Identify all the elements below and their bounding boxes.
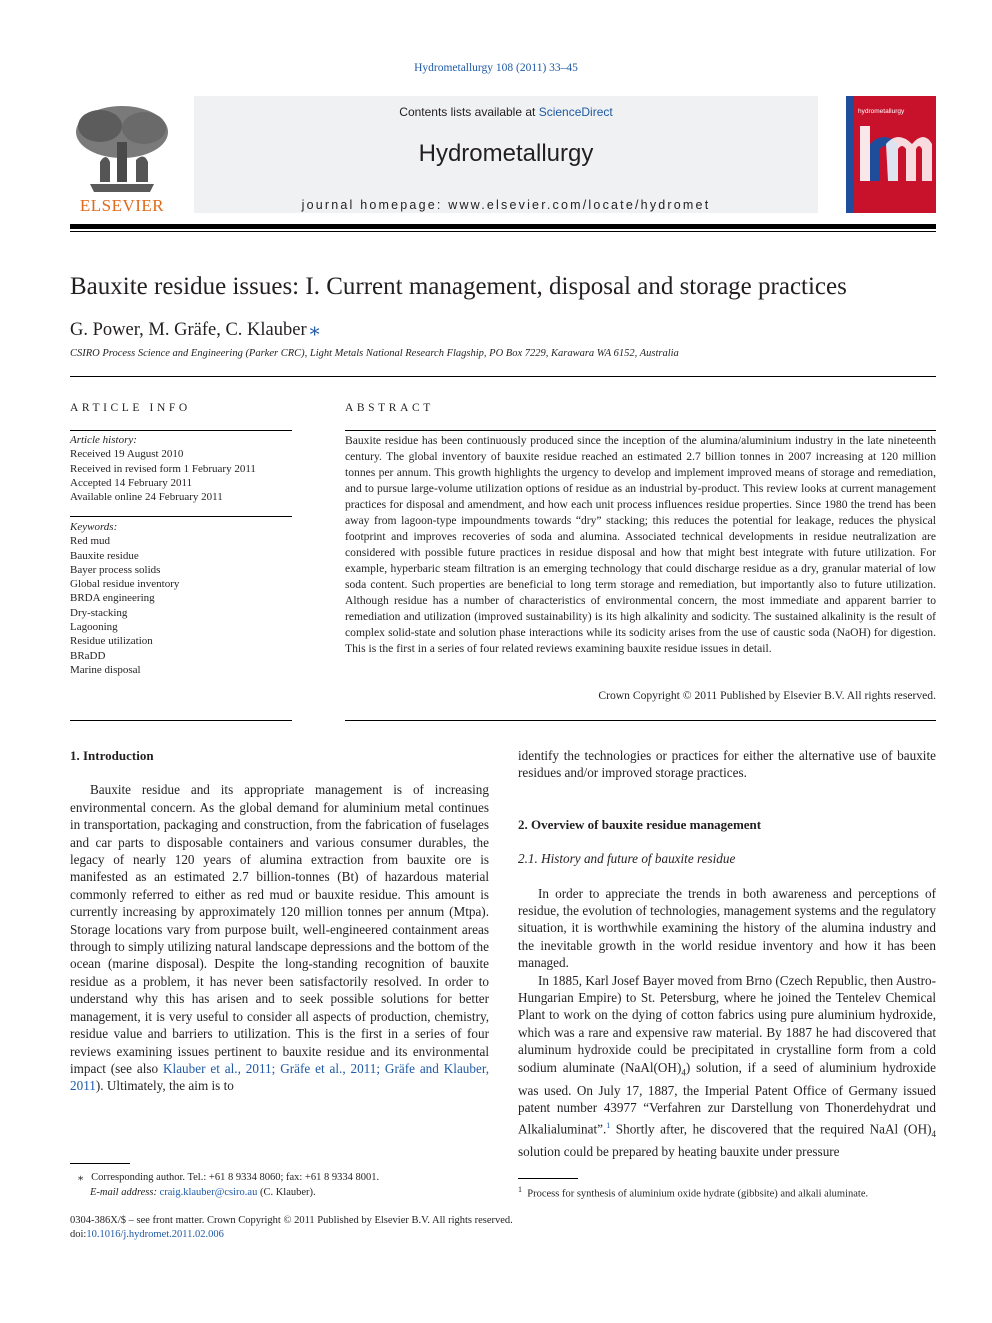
article-info-rule-bottom <box>70 720 292 721</box>
cover-hm-logo <box>846 96 936 213</box>
authors-text: G. Power, M. Gräfe, C. Klauber <box>70 320 307 340</box>
cover-title: hydrometallurgy <box>858 108 905 115</box>
article-title: Bauxite residue issues: I. Current management, disposal and storage practices <box>70 273 847 300</box>
history-item: Accepted 14 February 2011 <box>70 476 193 489</box>
keyword-item: Dry-stacking <box>70 606 128 619</box>
email-suffix: (C. Klauber). <box>257 1187 316 1198</box>
affiliation-rule <box>70 376 936 377</box>
author-list <box>70 316 320 341</box>
subscript-4: 4 <box>681 1067 686 1078</box>
section-1-heading: 1. Introduction <box>70 748 154 763</box>
history-paragraph-1: In order to appreciate the trends in both awareness and perceptions of residue, the evolution of technologies, management systems and the regulatory situation, it is worthwhile examining the history of the alumina industry and the inevitable growth in the world residue inventory and how it has been managed. <box>518 885 936 971</box>
bayer-text-b: ) solution, if a seed of aluminium hydroxide was used. On July 17, 1887, the Imperial Patent Office of Germany issued patent number 43977 “Verfahren zur Darstellung von Thonerdehydrat und Alkalialuminat”. <box>518 1059 936 1136</box>
footnote-star: ⁎ <box>78 1172 84 1183</box>
intro-text-a: Bauxite residue and its appropriate management is of increasing environmental concern. As the global demand for aluminium metal continues in transportation, packaging and construction, from the fabrication of fuselages and car parts to disposable containers and various consumer durables, the legacy of nearly 120 years of alumina extraction from bauxite ore is manifested as an estimated 2.7 billion-tonnes (Bt) of hazardous material commonly referred to either as red mud or bauxite residue. This amount is currently increasing by approximately 120 million tonnes per annum (Mtpa). Storage locations vary from purpose built, well-engineered containment areas through to simply utilizing natural landscape depressions and the bottom of the ocean (marine disposal). Despite the long-standing recognition of bauxite residue as a problem, it has never been satisfactorily resolved. In order to understand why this has arisen and to seek possible solutions for better management, it is very useful to consider all aspects of production, chemistry, residue value and barriers to utilization. This is the first in a series of four reviews examining issues pertinent to bauxite residue and its environmental impact (see also <box>70 782 489 1076</box>
footnote-rule-left <box>70 1163 130 1164</box>
history-label: Article history: <box>70 434 137 446</box>
history-item: Available online 24 February 2011 <box>70 491 223 504</box>
tree-logo-graphic <box>70 102 174 194</box>
journal-title: Hydrometallurgy <box>418 140 594 167</box>
doi-label: doi: <box>70 1229 87 1240</box>
contents-availability <box>194 105 818 119</box>
abstract-copyright: Crown Copyright © 2011 Published by Elsevier B.V. All rights reserved. <box>598 689 936 702</box>
abstract-text: Bauxite residue has been continuously produced since the inception of the alumina/aluminium industry in the late nineteenth century. The global inventory of bauxite residue reached an estimated 2.7 billion tonnes in 2007 increasing at 120 million tonnes per annum. This growth highlights the urgency to develop and implement improved means of storage and remediation, and to pursue large-volume utilization options of residue as an industrial by-product. This review looks at current management practices for disposal and amendment, and how each unit process influences residue properties. Since 1980 the trend has been away from lagoon-type impoundments towards “dry” stacking; this reduces the potential for leakage, reduces the physical footprint and improves recoveries of soda and alumina. Associated technical developments in residue neutralization are considered with possible future practices in residue disposal and how that might best integrate with future utilization. For example, hyperbaric steam filtration is an emerging technology that could discharge residue as a dry, granular material of low soda content. Such properties are beneficial to long term storage and remediation, but importantly also to future utilization. Although residue has a number of characteristics of environmental concern, the most immediate and apparent barrier to remediation and utilization (improved sustainability) is its high alkalinity and sodicity. The sustained alkalinity is the result of complex solid-state and solution phase interactions while its sodicity arises from the use of caustic soda (NaOH) for digestion. This is the first in a series of four related reviews examining bauxite residue issues in detail. <box>345 434 936 655</box>
keyword-item: Red mud <box>70 535 111 548</box>
corresponding-author-footnote <box>70 1170 489 1200</box>
intro-continuation: identify the technologies or practices for either the alternative use of bauxite residues and/or improved storage practices. <box>518 748 936 781</box>
keyword-item: BRDA engineering <box>70 592 155 605</box>
article-info-rule-mid <box>70 516 292 517</box>
history-paragraph-2 <box>518 972 936 1161</box>
intro-text-b: ). Ultimately, the aim is to <box>95 1078 234 1094</box>
affiliation: CSIRO Process Science and Engineering (Parker CRC), Light Metals National Research Flagship, PO Box 7229, Karawara WA 6152, Australia <box>70 348 679 359</box>
bayer-text-d: solution could be prepared by heating bauxite under pressure <box>518 1143 840 1159</box>
journal-citation[interactable]: Hydrometallurgy 108 (2011) 33–45 <box>414 62 578 74</box>
sciencedirect-link[interactable]: ScienceDirect <box>538 105 613 119</box>
elsevier-wordmark: ELSEVIER <box>79 196 165 215</box>
section-2-1-heading: 2.1. History and future of bauxite residue <box>518 851 736 867</box>
keywords <box>70 520 292 677</box>
keyword-item: Bayer process solids <box>70 563 161 576</box>
bayer-text-a: In 1885, Karl Josef Bayer moved from Brno (Czech Republic, then Austro-Hungarian Empire) to St. Petersburg, where he joined the Tentelev Chemical Plant to work on the dying of cotton fabrics using pure aluminium hydroxide, which was a rare and expensive raw material. By 1887 he had discovered that aluminum hydroxide could be precipitated in crystalline form from a cold sodium aluminate (NaAl(OH) <box>518 972 936 1075</box>
article-history <box>70 433 292 504</box>
footnote-1-ref[interactable]: 1 <box>606 1120 611 1130</box>
journal-cover-thumbnail <box>846 96 936 213</box>
subscript-4b: 4 <box>931 1128 936 1139</box>
abstract-rule-bottom <box>345 720 936 721</box>
body-left-column <box>70 747 489 1095</box>
keyword-item: Bauxite residue <box>70 549 139 562</box>
header-rule-thin <box>70 231 936 232</box>
doi-link[interactable]: 10.1016/j.hydromet.2011.02.006 <box>86 1229 224 1240</box>
issn-block <box>70 1214 513 1242</box>
article-info-heading: ARTICLE INFO <box>70 402 191 414</box>
bayer-text-c: Shortly after, he discovered that the required NaAl (OH) <box>610 1120 932 1136</box>
abstract-heading: ABSTRACT <box>345 402 434 414</box>
email-label: E-mail address: <box>90 1187 157 1198</box>
footnote-1-text: Process for synthesis of aluminium oxide hydrate (gibbsite) and alkali aluminate. <box>527 1188 869 1200</box>
keyword-item: Marine disposal <box>70 663 141 676</box>
footnote-1 <box>518 1185 936 1200</box>
body-right-column <box>518 747 936 1160</box>
history-item: Received 19 August 2010 <box>70 448 184 461</box>
keyword-item: Lagooning <box>70 621 118 634</box>
article-info-rule-top <box>70 430 292 431</box>
contents-prefix: Contents lists available at <box>399 105 539 119</box>
history-item: Received in revised form 1 February 2011 <box>70 462 256 475</box>
section-2-heading: 2. Overview of bauxite residue management <box>518 816 762 832</box>
footnote-rule-right <box>518 1178 578 1179</box>
abstract-rule-top <box>345 430 936 431</box>
citation-links[interactable]: Klauber et al., 2011; Gräfe et al., 2011; Gräfe and Klauber, 2011 <box>70 1060 489 1094</box>
keywords-label: Keywords: <box>70 521 118 533</box>
corresponding-text: Corresponding author. Tel.: +61 8 9334 8060; fax: +61 8 9334 8001. <box>91 1172 380 1183</box>
footnote-1-mark: 1 <box>518 1185 522 1194</box>
issn-line: 0304-386X/$ – see front matter. Crown Copyright © 2011 Published by Elsevier B.V. All rights reserved. <box>70 1215 513 1226</box>
email-link[interactable]: craig.klauber@csiro.au <box>159 1187 258 1198</box>
keyword-item: Global residue inventory <box>70 578 180 591</box>
journal-homepage[interactable]: journal homepage: www.elsevier.com/locate/hydromet <box>301 198 711 212</box>
keyword-item: Residue utilization <box>70 635 153 648</box>
header-rule-thick <box>70 224 936 229</box>
keyword-item: BRaDD <box>70 649 106 662</box>
intro-paragraph <box>70 781 489 1094</box>
corresponding-author-mark[interactable]: ⁎ <box>309 318 320 340</box>
